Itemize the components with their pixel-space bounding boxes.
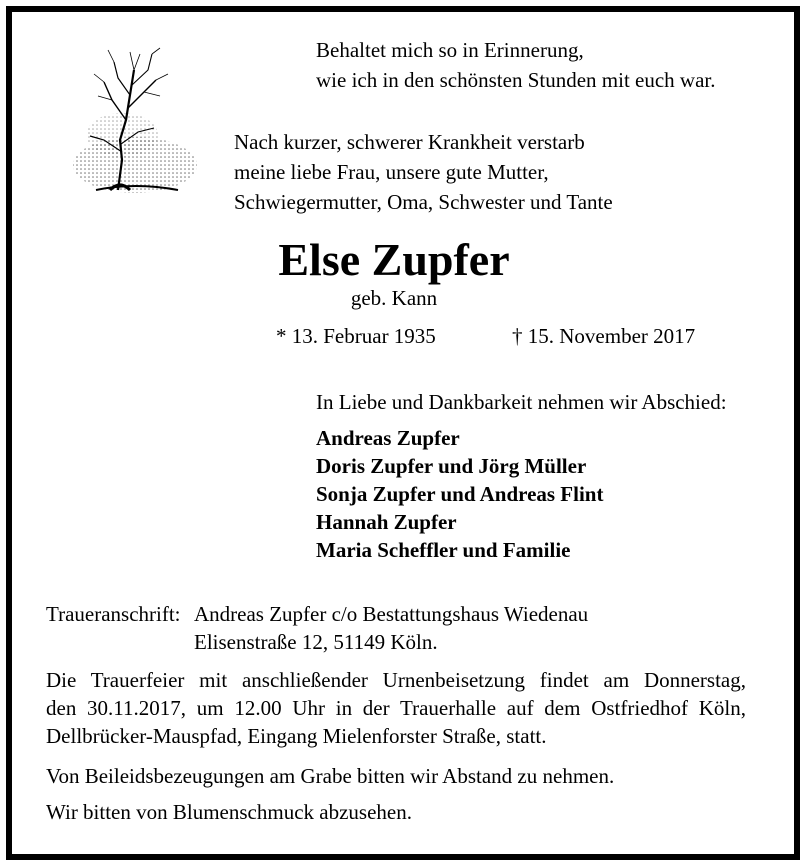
motto-line-2: wie ich in den schönsten Stunden mit euch war. bbox=[316, 68, 716, 92]
ceremony-line-2: den 30.11.2017, um 12.00 Uhr in der Trauerhalle auf dem Ostfriedhof Köln, bbox=[46, 696, 746, 720]
birth-date: * 13. Februar 1935 bbox=[276, 324, 436, 348]
mourner-3: Sonja Zupfer und Andreas Flint bbox=[316, 482, 604, 506]
address-line-1: Andreas Zupfer c/o Bestattungshaus Wiedenau bbox=[194, 602, 589, 626]
mourner-2: Doris Zupfer und Jörg Müller bbox=[316, 454, 587, 478]
deceased-name: Else Zupfer bbox=[278, 234, 510, 285]
death-date: † 15. November 2017 bbox=[512, 324, 696, 348]
tree-illustration-icon bbox=[60, 40, 210, 210]
ceremony-line-1: Die Trauerfeier mit anschließender Urnenbeisetzung findet am Donnerstag, bbox=[46, 668, 746, 692]
motto-line-1: Behaltet mich so in Erinnerung, bbox=[316, 38, 584, 62]
intro-line-1: Nach kurzer, schwerer Krankheit verstarb bbox=[234, 130, 585, 154]
intro-line-3: Schwiegermutter, Oma, Schwester und Tante bbox=[234, 190, 613, 214]
flowers-note: Wir bitten von Blumenschmuck abzusehen. bbox=[46, 800, 412, 824]
mourner-5: Maria Scheffler und Familie bbox=[316, 538, 571, 562]
address-line-2: Elisenstraße 12, 51149 Köln. bbox=[194, 630, 438, 654]
address-label: Traueranschrift: bbox=[46, 602, 181, 626]
intro-line-2: meine liebe Frau, unsere gute Mutter, bbox=[234, 160, 549, 184]
condolences-note: Von Beileidsbezeugungen am Grabe bitten wir Abstand zu nehmen. bbox=[46, 764, 615, 788]
farewell-text: In Liebe und Dankbarkeit nehmen wir Abschied: bbox=[316, 390, 727, 414]
ceremony-line-3: Dellbrücker-Mauspfad, Eingang Mielenforster Straße, statt. bbox=[46, 724, 547, 748]
maiden-name: geb. Kann bbox=[350, 286, 438, 310]
mourner-1: Andreas Zupfer bbox=[316, 426, 460, 450]
mourner-4: Hannah Zupfer bbox=[316, 510, 457, 534]
